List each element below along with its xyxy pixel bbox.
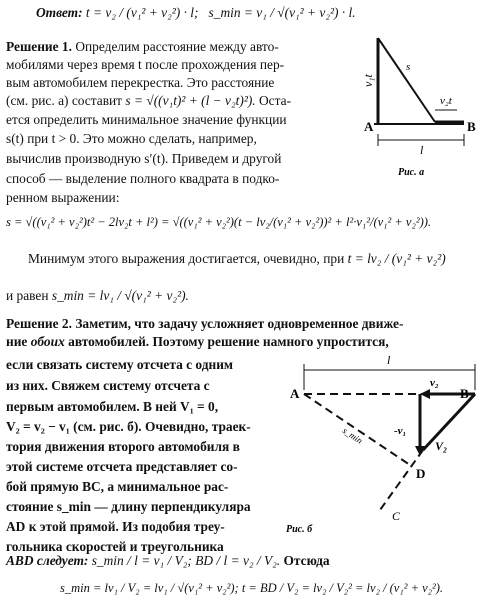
solution1-line-3: вым автомобилем перекрестка. Это расстояние (6, 75, 275, 90)
solution2-line-10: стояние s_min — длину перпендикуляра (6, 499, 251, 514)
figure-b (280, 350, 480, 550)
fig-b-vector-V2 (423, 394, 475, 450)
solution2-line-4: из них. Свяжем систему отсчета с (6, 378, 210, 393)
distance-formula: s = √((v₁t)² + (l − v₂t)²). (125, 93, 256, 108)
minimum-line: Минимум этого выражения достигается, очевидно, при t = lv₂ / (v₁² + v₂²) (28, 251, 446, 266)
t-min-formula: t = lv₂ / (v₁² + v₂²) (347, 251, 446, 266)
fig-b-label-B: B (460, 386, 469, 401)
solution2-line-2: ние обоих автомобилей. Поэтому решение намного упростится, (6, 334, 389, 349)
solution1-line-1 (6, 38, 279, 55)
solution1-line-6: s(t) при t > 0. Это можно сделать, например, (6, 131, 257, 146)
fig-b-label-minus-v1: -v₁ (394, 425, 407, 437)
solution1-heading: Решение 1. (6, 39, 72, 54)
solution1-line-9: ренном выражении: (6, 190, 120, 205)
solution1-text-1: Определим расстояние между авто- (75, 39, 279, 54)
answer-line (36, 4, 356, 21)
final-formula: s_min = lv₁ / V₂ = lv₁ / √(v₁² + v₂²); t = BD / V₂ = lv₂ / V₂² = lv₂ / (v₁² + v₂²). (60, 581, 444, 595)
solution1-line-5: ется определить минимальное значение функции (6, 112, 287, 127)
fig-a-label-v1t: v₁t (361, 74, 375, 87)
solution2-line-9: бой прямую BC, а минимальное рас- (6, 479, 229, 494)
solution2-line-8: этой системе отсчета представляет со- (6, 459, 238, 474)
smin-formula: s_min = lv₁ / √(v₁² + v₂²). (51, 288, 189, 303)
fig-b-label-C: C (392, 509, 401, 523)
fig-a-label-s: s (406, 61, 411, 73)
figure-a (360, 30, 480, 180)
fig-a-caption: Рис. а (398, 167, 425, 178)
solution2-line-5: первым автомобилем. В ней V₁ = 0, (6, 399, 219, 414)
solution2-line-6: V₂ = v₂ − v₁ (см. рис. б). Очевидно, траек- (6, 419, 251, 434)
similarity-formula: s_min / l = v₁ / V₂; BD / l = v₂ / V₂. (91, 553, 281, 568)
solution1-line-7: вычислив производную s′(t). Приведем и другой (6, 151, 282, 166)
answer-label: Ответ: (36, 5, 83, 20)
fig-b-label-v2: v₂ (430, 377, 439, 389)
solution2-line-7: тория движения второго автомобиля в (6, 439, 240, 454)
fig-b-label-D: D (416, 466, 426, 481)
fig-a-label-A: A (364, 119, 374, 134)
fig-b-label-l: l (387, 353, 391, 367)
completing-square-formula: s = √((v₁² + v₂²)t² − 2lv₂t + l²) = √((v₁² + v₂²)(t − lv₂/(v₁² + v₂²))² + l²·v₁²/(v₁² + v₂²)). (6, 215, 432, 229)
fig-a-label-l: l (420, 143, 424, 157)
solution1-line-8: способ — выделение полного квадрата в подко- (6, 171, 280, 186)
fig-a-hypotenuse (378, 38, 435, 122)
solution1-line-2: мобилями через время t после прохождения пер- (6, 57, 285, 72)
solution2-heading: Решение 2. (6, 316, 72, 331)
fig-b-label-V2: V₂ (435, 439, 448, 453)
minimum-value-line: и равен s_min = lv₁ / √(v₁² + v₂²). (6, 288, 189, 303)
answer-t-formula: t = v₂ / (v₁² + v₂²) · l; (85, 5, 199, 20)
solution2-line-12: гольника скоростей и треугольника (6, 539, 224, 554)
solution2-line-1: Решение 2. Заметим, что задачу усложняет одновременное движе- (6, 316, 404, 331)
solution1-line-4: (см. рис. а) составит s = √((v₁t)² + (l − v₂t)²). Оста- (6, 93, 292, 108)
answer-smin-formula: s_min = v₁ / √(v₁² + v₂²) · l. (208, 5, 356, 20)
solution2-line-11: AD к этой прямой. Из подобия треу- (6, 519, 225, 534)
solution2-line-3: если связать систему отсчета с одним (6, 357, 234, 372)
solution2-line-13: ABD следует: s_min / l = v₁ / V₂; BD / l = v₂ / V₂. Отсюда (6, 553, 330, 568)
fig-b-label-A: A (290, 386, 300, 401)
fig-b-label-smin: s_min (340, 425, 365, 446)
fig-a-label-v2t: v₂t (440, 95, 452, 107)
fig-b-caption: Рис. б (286, 524, 313, 535)
fig-a-label-B: B (467, 119, 476, 134)
